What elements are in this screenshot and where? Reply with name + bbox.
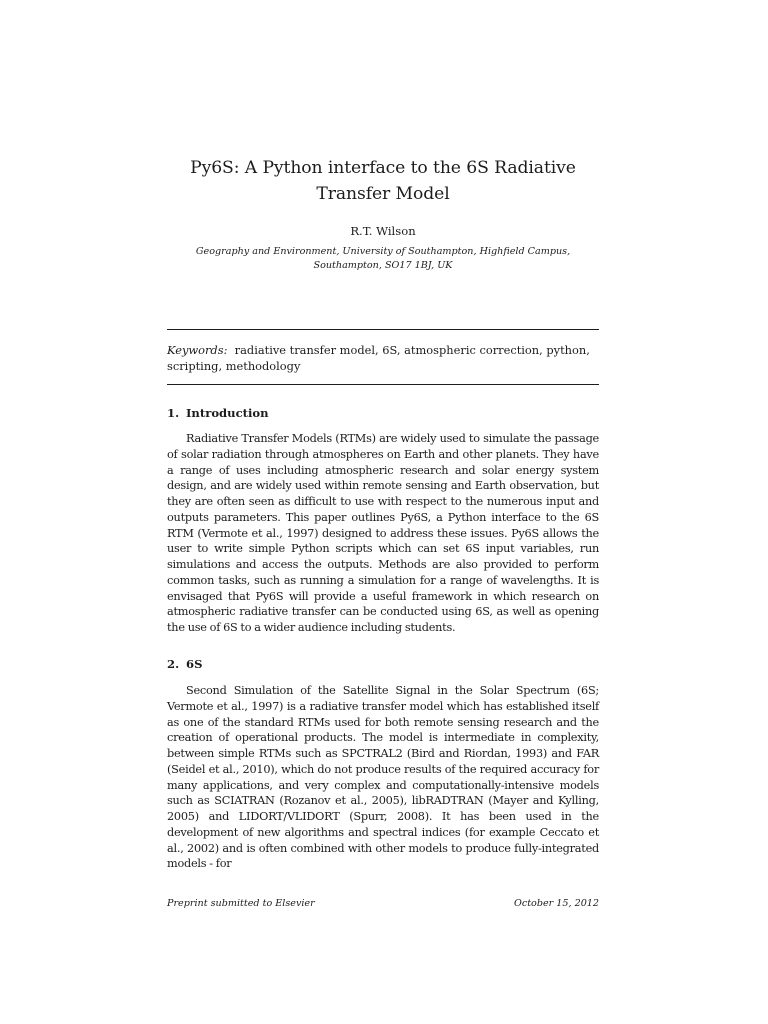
section-title: 6S: [186, 657, 203, 671]
keywords-block: [167, 342, 599, 374]
6s-paragraph: Second Simulation of the Satellite Signal in the Solar Spectrum (6S; Vermote et al., 1997) is a radiative transfer model which has established itself as one of the standard RTMs used for both remote sensing research and the creation of operational products. The model is intermediate in complexity, between simple RTMs such as SPCTRAL2 (Bird and Riordan, 1993) and FAR (Seidel et al., 2010), which do not produce results of the required accuracy for many applications, and very complex and computationally-intensive models such as SCIATRAN (Rozanov et al., 2005), libRADTRAN (Mayer and Kylling, 2005) and LIDORT/VLIDORT (Spurr, 2008). It has been used in the development of new algorithms and spectral indices (for example Ceccato et al., 2002) and is often combined with other models to produce fully-integrated models - for: [167, 684, 599, 871]
section-number: 1.: [167, 406, 180, 420]
keywords-label: Keywords:: [167, 343, 228, 357]
section-heading-6s: [167, 656, 202, 672]
paper-page: [167, 0, 599, 1024]
section-number: 2.: [167, 657, 180, 671]
footer-date: October 15, 2012: [513, 898, 599, 909]
keywords-list: radiative transfer model, 6S, atmospheric correction, python, scripting, methodology: [167, 343, 590, 373]
preprint-note: Preprint submitted to Elsevier: [167, 898, 315, 909]
paper-title: Py6S: A Python interface to the 6S Radiative Transfer Model: [190, 158, 576, 204]
author-affiliation: Geography and Environment, University of Southampton, Highfield Campus, Southampton, SO17 1BJ, UK: [195, 246, 571, 271]
section-heading-introduction: [167, 405, 269, 421]
introduction-paragraph: Radiative Transfer Models (RTMs) are widely used to simulate the passage of solar radiation through atmospheres on Earth and other planets. They have a range of uses including atmospheric research and solar energy system design, and are widely used within remote sensing and Earth observation, but they are often seen as difficult to use with respect to the numerous input and outputs parameters. This paper outlines Py6S, a Python interface to the 6S RTM (Vermote et al., 1997) designed to address these issues. Py6S allows the user to write simple Python scripts which can set 6S input variables, run simulations and access the outputs. Methods are also provided to perform common tasks, such as running a simulation for a range of wavelengths. It is envisaged that Py6S will provide a useful framework in which research on atmospheric radiative transfer can be conducted using 6S, as well as opening the use of 6S to a wider audience including students.: [167, 432, 599, 634]
author-name: R.T. Wilson: [350, 224, 416, 238]
section-title: Introduction: [186, 406, 269, 420]
keywords-top-rule: [167, 329, 599, 330]
keywords-bottom-rule: [167, 384, 599, 385]
